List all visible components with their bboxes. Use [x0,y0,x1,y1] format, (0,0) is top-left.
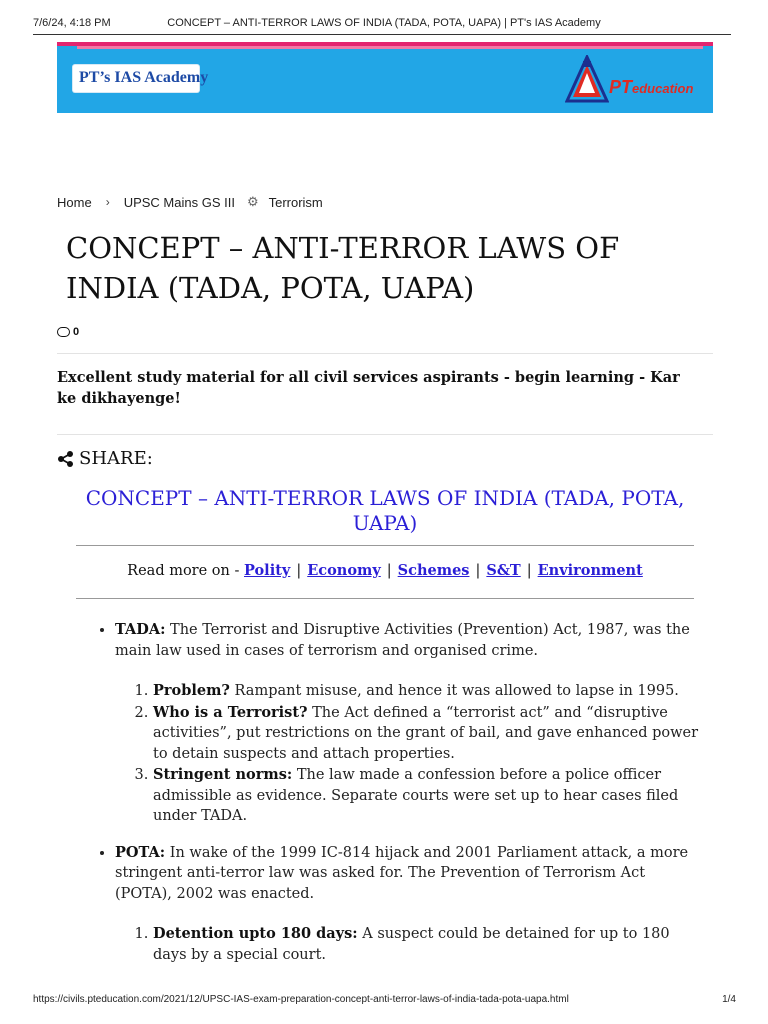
link-st[interactable]: S&T [486,562,521,579]
pt-logo-text: PT [609,77,633,97]
divider [57,353,713,354]
page-title: CONCEPT – ANTI-TERROR LAWS OF INDIA (TADA, POTA, UAPA) [66,231,620,305]
share-section[interactable] [57,448,153,469]
tagline: Excellent study material for all civil services aspirants - begin learning - Kar ke dikhayenge! [57,369,680,407]
breadcrumb [57,194,323,210]
banner-accent-bar-inner [77,46,703,49]
point-term: Problem? [153,682,230,699]
point-text: The law made a confession before a police officer admissible as evidence. Separate courts were set up to hear cases filed under TADA. [153,767,679,824]
print-header-rule [33,34,731,35]
point-term: Detention upto 180 days: [153,925,358,942]
list-item [153,765,705,827]
list-item-pota [115,843,705,966]
comment-icon [57,327,70,337]
content-title: CONCEPT – ANTI-TERROR LAWS OF INDIA (TADA, POTA, UAPA) [85,486,685,535]
academy-logo-text: PT’s IAS Academy [79,69,209,86]
link-separator: | [526,563,532,579]
divider [76,545,694,546]
breadcrumb-category[interactable]: UPSC Mains GS III [123,194,235,210]
list-item-tada [115,620,705,827]
share-icon [57,451,75,467]
print-footer [0,994,768,1008]
point-text: The Act defined a “terrorist act” and “disruptive activities”, put restrictions on the grant of bail, and gave enhanced power to detain suspects and attach properties. [153,704,699,762]
text-tada: The Terrorist and Disruptive Activities (Prevention) Act, 1987, was the main law used in cases of terrorism and organised crime. [115,622,690,659]
point-text: Rampant misuse, and hence it was allowed to lapse in 1995. [234,683,679,699]
chevron-right-icon: › [105,195,110,209]
read-more-prefix: Read more on - [127,563,240,579]
share-label: SHARE: [79,448,153,469]
point-term: Stringent norms: [153,766,293,783]
print-url: https://civils.pteducation.com/2021/12/UPSC-IAS-exam-preparation-concept-anti-terror-laws-of-india-tada-pota-uapa.html [33,994,569,1005]
point-term: Who is a Terrorist? [153,703,308,721]
comment-count[interactable] [57,326,79,338]
tada-points [115,681,705,827]
link-environment[interactable]: Environment [537,562,643,579]
divider [76,598,694,599]
term-tada: TADA: [115,621,166,638]
point-text: A suspect could be detained for up to 180 days by a special court. [153,926,670,963]
list-item [153,924,705,965]
breadcrumb-home[interactable]: Home [57,194,92,210]
article-list [95,620,705,965]
pt-education-logo[interactable] [565,55,705,105]
print-page-title: CONCEPT – ANTI-TERROR LAWS OF INDIA (TADA, POTA, UAPA) | PT's IAS Academy [167,17,601,29]
link-polity[interactable]: Polity [244,562,291,579]
print-datetime: 7/6/24, 4:18 PM [33,17,111,29]
print-header [0,0,768,34]
link-separator: | [296,563,302,579]
gear-icon: ⚙ [246,194,259,209]
link-economy[interactable]: Economy [307,562,381,579]
breadcrumb-topic[interactable]: Terrorism [268,194,323,210]
link-schemes[interactable]: Schemes [397,562,470,579]
article-body [95,620,705,981]
site-banner[interactable] [57,42,713,113]
pt-logo-suffix: education [632,81,694,96]
term-pota: POTA: [115,843,166,861]
list-item [153,681,705,702]
pota-points [115,924,705,965]
academy-logo[interactable] [73,65,209,92]
text-pota: In wake of the 1999 IC-814 hijack and 2001 Parliament attack, a more stringent anti-terror law was asked for. The Prevention of Terrorism Act (POTA), 2002 was enacted. [115,844,689,902]
link-separator: | [475,563,481,579]
comment-count-value: 0 [73,326,80,338]
pt-triangle-icon [565,55,609,105]
link-separator: | [386,563,392,579]
print-page-number: 1/4 [722,994,736,1005]
divider [57,434,713,435]
read-more-links [76,562,694,579]
list-item [153,703,705,765]
